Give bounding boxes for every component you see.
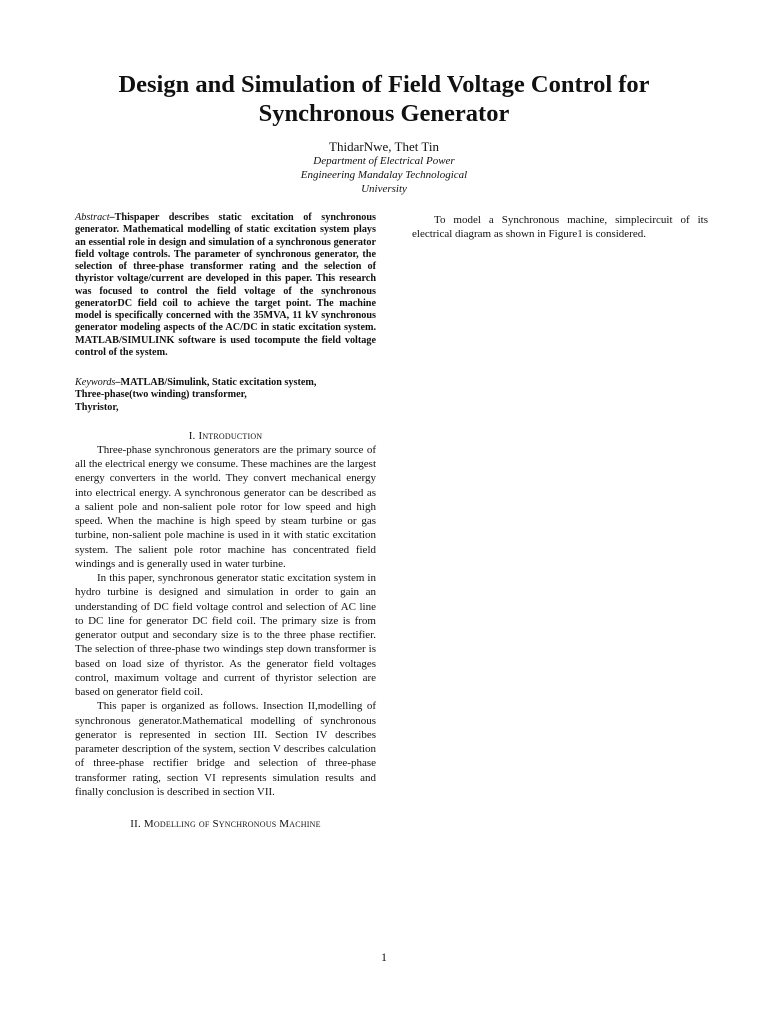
title-line-2: Synchronous Generator: [258, 100, 510, 127]
title-line-1: Design and Simulation of Field Voltage Control for: [118, 71, 650, 98]
keywords-line-3: Thyristor,: [75, 401, 119, 413]
keywords-line-1: –MATLAB/Simulink, Static excitation system,: [115, 377, 317, 388]
right-column: [412, 213, 708, 242]
section-2-heading: II. Modelling of Synchronous Machine: [130, 818, 321, 830]
abstract-text: –Thispaper describes static excitation of synchronous generator. Mathematical modelling of static excitation system plays an essential role in design and simulation of a synchronous generator field voltage controls. The parameter of synchronous generator, the selection of three-phase transformer rating and the selection of thyristor voltage/current are developed in this paper. This research was focused to control the field voltage of the synchronous generatorDC field coil to achieve the target point. The machine model is specifically concerned with the 35MVA, 11 kV synchronous generator modeling aspects of the AC/DC in static excitation system. MATLAB/SIMULINK software is used tocompute the field voltage control of the system.: [75, 212, 376, 358]
intro-paragraph-2: In this paper, synchronous generator static excitation system in hydro turbine is designed and simulation in order to gain an understanding of DC field voltage control and selection of AC line to DC line for generator DC field coil. The primary size is from generator output and secondary size is to the three phase rectifier. The selection of three-phase two windings step down transformer is based on load size of thyristor. As the generator field voltages control, maximum voltage and current of thyristor selection are based on generator field coil.: [75, 572, 376, 698]
abstract-label: Abstract: [75, 212, 110, 223]
affiliation-line-2: Engineering Mandalay Technological: [300, 169, 468, 181]
affiliation: [0, 154, 768, 196]
keywords-label: Keywords: [75, 377, 116, 388]
keywords: [75, 377, 376, 414]
intro-paragraph-1: Three-phase synchronous generators are the primary source of all the electrical energy we consume. These machines are the largest energy converters in the world. They convert mechanical energy into electrical energy. A synchronous generator can be described as a salient pole and non-salient pole rotor for low speed and high speed. When the machine is high speed by steam turbine or gas turbine, non-salient pole machine is used in it with static excitation system. The salient pole rotor machine has concentrated field windings and is generally used in water turbine.: [75, 443, 376, 570]
right-column-paragraph: To model a Synchronous machine, simplecircuit of its electrical diagram as shown in Figure1 is considered.: [412, 214, 708, 241]
abstract: [75, 212, 376, 359]
paper-title: [60, 70, 708, 128]
keywords-line-2: Three-phase(two winding) transformer,: [75, 389, 247, 401]
affiliation-line-1: Department of Electrical Power: [313, 155, 455, 167]
page-number: 1: [381, 950, 387, 964]
left-column: [75, 212, 376, 831]
intro-paragraph-3: This paper is organized as follows. Insection II,modelling of synchronous generator.Mathematical modelling of synchronous generator is represented in section III. Section IV describes parameter description of the system, section V describes calculation of three-phase rectifier bridge and selection of three-phase transformer rating, section VI represents simulation results and finally conclusion is described in section VII.: [75, 700, 376, 798]
authors: ThidarNwe, Thet Tin: [329, 139, 439, 154]
affiliation-line-3: University: [361, 183, 407, 195]
section-1-heading: I. Introduction: [188, 429, 263, 442]
